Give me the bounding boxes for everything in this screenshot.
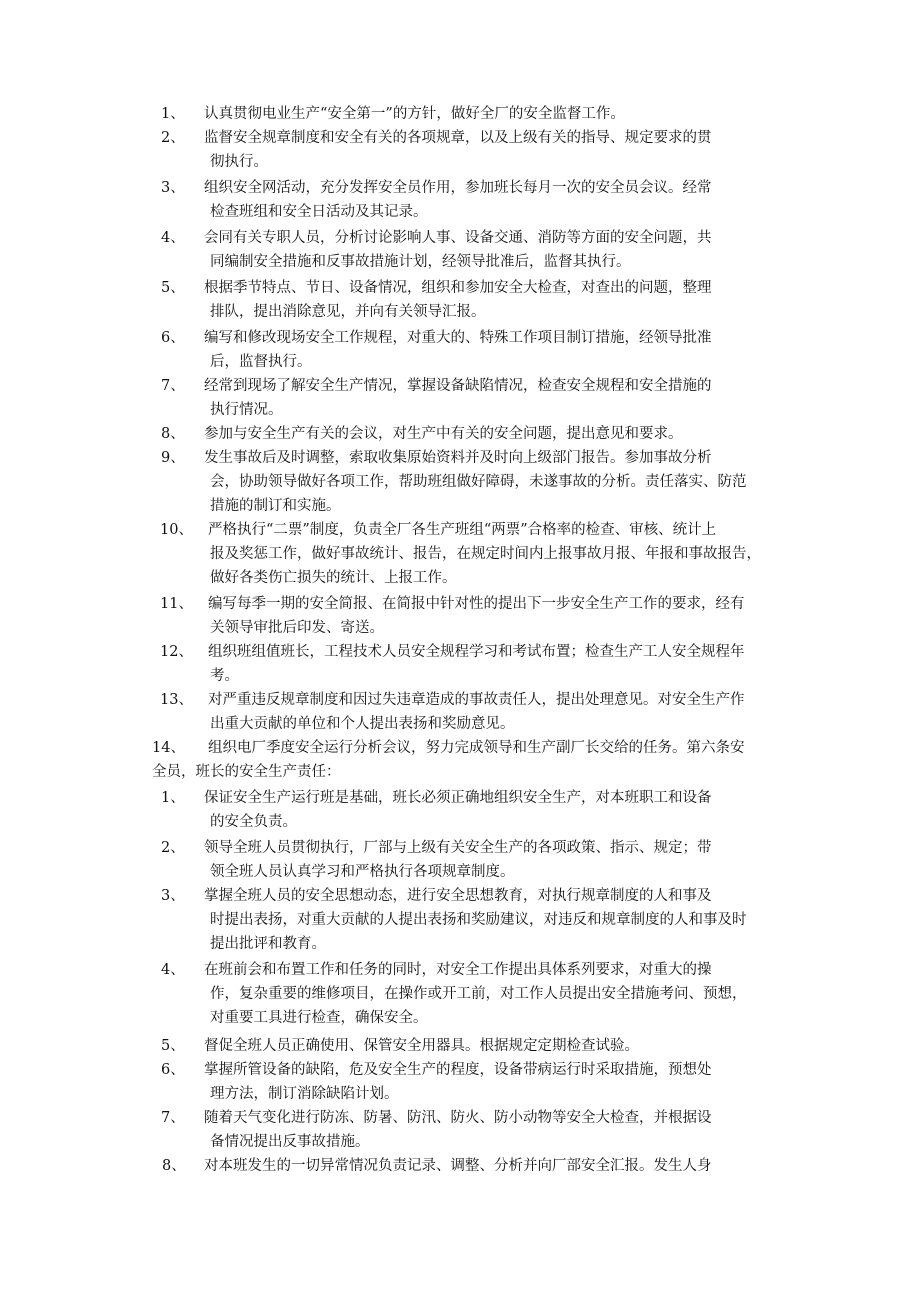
item-number: 9、 [161,450,185,466]
item-number: 6、 [161,1062,185,1078]
item-text-line: 后，监督执行。 [210,354,312,370]
item-text-line: 掌握全班人员的安全思想动态，进行安全思想教育，对执行规章制度的人和事及 [204,888,712,904]
item-number: 4、 [161,962,185,978]
item-text-line: 理方法，制订消除缺陷计划。 [210,1086,399,1102]
item-text-line: 参加与安全生产有关的会议，对生产中有关的安全问题，提出意见和要求。 [204,426,683,442]
item-text-line: 时提出表扬，对重大贡献的人提出表扬和奖励建议，对违反和规章制度的人和事及时 [210,912,747,928]
item-text-line: 对重要工具进行检查，确保安全。 [210,1010,428,1026]
item-text-line: 检查班组和安全日活动及其记录。 [210,204,428,220]
item-text-line: 督促全班人员正确使用、保管安全用器具。根据规定定期检查试验。 [204,1038,639,1054]
item-number: 7、 [161,1110,185,1126]
item-text-line: 执行情况。 [210,402,283,418]
item-text-line: 会，协助领导做好各项工作，帮助班组做好障碍，未遂事故的分析。责任落实、防范 [210,474,747,490]
item-number: 14、 [152,740,185,756]
item-text-line: 编写和修改现场安全工作规程，对重大的、特殊工作项目制订措施，经领导批准 [204,330,712,346]
item-text-line: 排队，提出消除意见，并向有关领导汇报。 [210,304,486,320]
item-text-line: 彻执行。 [210,154,268,170]
item-number: 3、 [161,888,185,904]
item-text-line: 编写每季一期的安全简报、在简报中针对性的提出下一步安全生产工作的要求，经有 [208,596,745,612]
item-text-line: 根据季节特点、节日、设备情况，组织和参加安全大检查，对查出的问题，整理 [204,280,712,296]
item-number: 3、 [161,180,185,196]
item-text-line: 备情况提出反事故措施。 [210,1134,370,1150]
item-number: 1、 [161,106,185,122]
item-number: 1、 [161,790,185,806]
item-text-line: 对严重违反规章制度和因过失违章造成的事故责任人，提出处理意见。对安全生产作 [208,692,745,708]
item-text-line: 掌握所管设备的缺陷，危及安全生产的程度，设备带病运行时采取措施，预想处 [204,1062,712,1078]
item-text-line: 措施的制订和实施。 [210,498,341,514]
item-text-line: 关领导审批后印发、寄送。 [210,620,384,636]
item-number: 4、 [161,230,185,246]
item-text-line: 组织安全网活动，充分发挥安全员作用，参加班长每月一次的安全员会议。经常 [204,180,712,196]
item-text-line: 考。 [210,668,239,684]
item-number: 11、 [160,596,193,612]
item-text-line: 领全班人员认真学习和严格执行各项规章制度。 [210,864,515,880]
item-text-line: 发生事故后及时调整，索取收集原始资料并及时向上级部门报告。参加事故分析 [204,450,712,466]
item-number: 5、 [161,280,185,296]
item-text-line: 组织班组值班长，工程技术人员安全规程学习和考试布置；检查生产工人安全规程年 [208,644,745,660]
item-text-line: 出重大贡献的单位和个人提出表扬和奖励意见。 [210,716,515,732]
item-number: 12、 [160,644,193,660]
item-number: 10、 [160,522,193,538]
item-text-line: 会同有关专职人员，分析讨论影响人事、设备交通、消防等方面的安全问题，共 [204,230,712,246]
item-text-line: 作，复杂重要的维修项目，在操作或开工前，对工作人员提出安全措施考问、预想， [210,986,747,1002]
item-number: 2、 [161,840,185,856]
item-number: 13、 [160,692,193,708]
item-text-line: 随着天气变化进行防冻、防暑、防汛、防火、防小动物等安全大检查，并根据设 [204,1110,712,1126]
item-text-line: 做好各类伤亡损失的统计、上报工作。 [210,570,457,586]
item-text-line: 监督安全规章制度和安全有关的各项规章，以及上级有关的指导、规定要求的贯 [204,130,712,146]
item-number: 7、 [161,378,185,394]
item-text-line: 提出批评和教育。 [210,936,326,952]
item-text-line: 经常到现场了解安全生产情况，掌握设备缺陷情况，检查安全规程和安全措施的 [204,378,712,394]
item-number: 6、 [161,330,185,346]
item-number: 8、 [162,1158,186,1174]
item-text-line: 严格执行“二票”制度，负责全厂各生产班组“两票”合格率的检查、审核、统计上 [208,522,717,538]
item-text-line: 报及奖惩工作，做好事故统计、报告，在规定时间内上报事故月报、年报和事故报告， [210,546,761,562]
item-text-line: 保证安全生产运行班是基础，班长必须正确地组织安全生产，对本班职工和设备 [204,790,712,806]
item-text-line: 同编制安全措施和反事故措施计划，经领导批准后，监督其执行。 [210,254,631,270]
item-number: 5、 [161,1038,185,1054]
item-text-line: 在班前会和布置工作和任务的同时，对安全工作提出具体系列要求，对重大的操 [204,962,712,978]
item-text-line: 领导全班人员贯彻执行，厂部与上级有关安全生产的各项政策、指示、规定；带 [204,840,712,856]
item-text-line: 全员，班长的安全生产责任： [152,764,341,780]
item-text-line: 认真贯彻电业生产“安全第一”的方针，做好全厂的安全监督工作。 [204,106,625,122]
item-text-line: 对本班发生的一切异常情况负责记录、调整、分析并向厂部安全汇报。发生人身 [204,1158,712,1174]
item-text-line: 的安全负责。 [210,814,297,830]
item-number: 2、 [161,130,185,146]
item-number: 8、 [161,426,185,442]
item-text-line: 组织电厂季度安全运行分析会议，努力完成领导和生产副厂长交给的任务。第六条安 [208,740,745,756]
